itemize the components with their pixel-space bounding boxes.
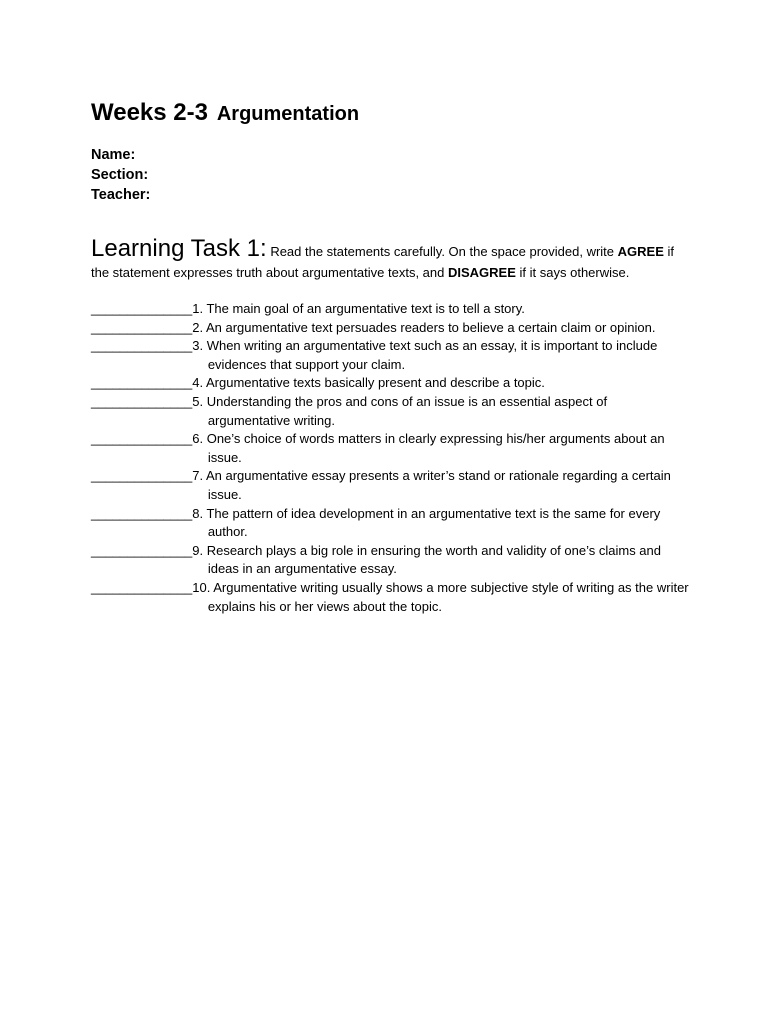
question-number: 1. (192, 301, 204, 316)
question-number: 6. (192, 431, 204, 447)
answer-blank[interactable]: ______________ (91, 579, 193, 595)
question-text: Research plays a big role in ensuring the worth and validity of one’s claims and ideas in an argumentative essay. (206, 542, 661, 577)
question-statement (192, 337, 691, 374)
worksheet-page (91, 94, 691, 616)
question-statement (192, 300, 691, 319)
question-text: An argumentative text persuades readers to believe a certain claim or opinion. (205, 319, 656, 335)
question-text: Argumentative texts basically present and describe a topic. (205, 375, 545, 391)
question-statement (192, 374, 691, 393)
answer-blank[interactable]: ______________ (91, 431, 193, 447)
question-number: 8. (192, 505, 204, 521)
question-statement (192, 505, 691, 542)
instruction-text: if the statement expresses truth about argumentative texts, and (91, 244, 675, 280)
question-item (91, 393, 691, 430)
question-statement (192, 393, 691, 430)
question-item (91, 467, 691, 504)
question-number: 9. (192, 542, 204, 558)
task-heading: Learning Task 1: (91, 235, 267, 262)
question-number: 5. (192, 393, 204, 409)
question-item (91, 374, 691, 393)
disagree-keyword: DISAGREE (448, 265, 516, 280)
question-text: The pattern of idea development in an argumentative text is the same for every author. (206, 505, 661, 540)
question-number: 7. (192, 468, 204, 484)
answer-blank[interactable]: ______________ (91, 393, 193, 409)
question-number: 2. (192, 319, 204, 335)
title-weeks: Weeks 2-3 (91, 99, 208, 126)
question-number: 3. (192, 338, 204, 354)
answer-blank[interactable]: ______________ (91, 375, 193, 391)
instruction-text: Read the statements carefully. On the space provided, write (270, 244, 615, 259)
question-text: One’s choice of words matters in clearly expressing his/her arguments about an issue. (206, 431, 665, 465)
question-item (91, 542, 691, 579)
question-text: Understanding the pros and cons of an issue is an essential aspect of argumentative writing. (206, 393, 608, 428)
question-item (91, 319, 691, 338)
question-number: 10. (192, 579, 211, 595)
answer-blank[interactable]: ______________ (91, 542, 193, 558)
question-item (91, 505, 691, 542)
question-text: An argumentative essay presents a writer’s stand or rationale regarding a certain issue. (205, 468, 671, 502)
question-statement (192, 430, 691, 467)
answer-blank[interactable]: ______________ (91, 505, 193, 521)
question-text: When writing an argumentative text such as an essay, it is important to include evidences that support your claim. (206, 338, 658, 372)
question-item (91, 579, 691, 616)
question-item (91, 430, 691, 467)
question-list (91, 300, 691, 616)
question-statement (192, 542, 691, 579)
page-title (91, 94, 691, 124)
question-text: Argumentative writing usually shows a more subjective style of writing as the writer explains his or her views about the topic. (207, 579, 689, 614)
section-field-label: Section: (91, 167, 149, 183)
title-topic: Argumentation (216, 103, 360, 125)
question-statement (192, 319, 691, 338)
question-statement (192, 467, 691, 504)
agree-keyword: AGREE (617, 244, 664, 259)
task-instructions (91, 235, 691, 283)
question-item (91, 300, 691, 319)
name-field-label: Name: (91, 147, 136, 163)
instruction-text: if it says otherwise. (519, 265, 630, 280)
answer-blank[interactable]: ______________ (91, 468, 193, 484)
question-text: The main goal of an argumentative text is to tell a story. (206, 301, 525, 316)
teacher-field-label: Teacher: (91, 187, 151, 203)
answer-blank[interactable]: ______________ (91, 301, 193, 316)
question-statement (192, 579, 691, 616)
answer-blank[interactable]: ______________ (91, 319, 193, 335)
question-number: 4. (192, 375, 204, 391)
question-item (91, 337, 691, 374)
student-info (91, 145, 691, 205)
answer-blank[interactable]: ______________ (91, 338, 193, 354)
